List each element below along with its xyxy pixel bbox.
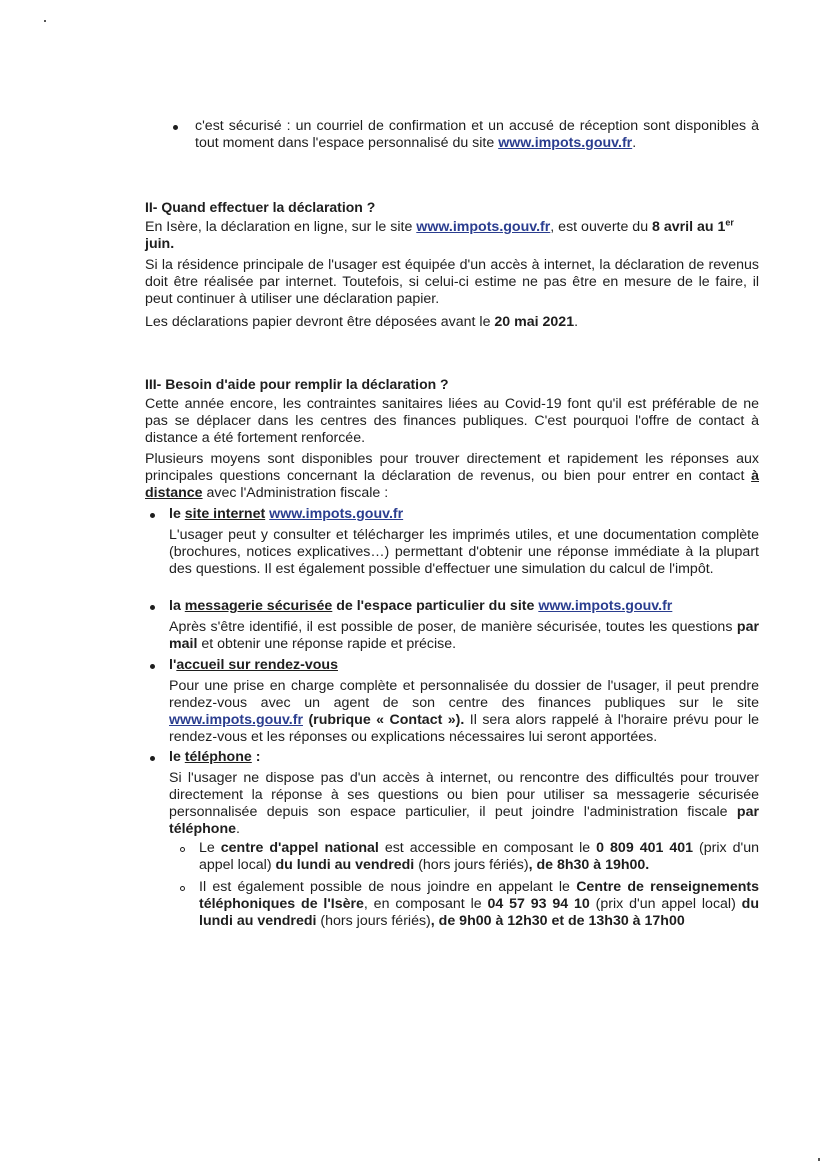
impots-link[interactable]: www.impots.gouv.fr: [498, 135, 633, 151]
item-appointment-description: [169, 678, 759, 746]
deadline-date: 20 mai 2021: [494, 314, 575, 330]
emphasis: Centre de renseignements téléphoniques de l'Isère: [199, 879, 759, 912]
emphasis: (rubrique « Contact »).: [303, 712, 465, 728]
hours: , de 9h00 à 12h30 et de 13h30 à 17h00: [430, 913, 685, 929]
section-2-paragraph-2: Si la résidence principale de l'usager est équipée d'un accès à internet, la déclaration de revenus doit être réalisée par internet. Toutefois, si celui-ci estime ne pas être en mesure de le faire, il peut continuer à utiliser une déclaration papier.: [145, 257, 759, 307]
item-prefix: la: [169, 598, 185, 614]
para-text: (prix d'un appel local): [589, 896, 742, 912]
bullet-dot: [145, 506, 159, 523]
item-messaging-description: [169, 619, 759, 653]
impots-link[interactable]: www.impots.gouv.fr: [416, 219, 551, 235]
item-prefix: le: [169, 506, 185, 522]
secure-text-end: .: [632, 135, 637, 151]
item-prefix: l': [169, 657, 177, 673]
item-site-heading: [169, 506, 759, 523]
item-label: téléphone: [184, 749, 252, 765]
bullet-dot: [145, 598, 159, 615]
para-text: et obtenir une réponse rapide et précise.: [197, 636, 457, 652]
section-3-title: III- Besoin d'aide pour remplir la déclaration ?: [145, 376, 449, 392]
scan-speck: [818, 1158, 820, 1161]
emphasis: du lundi au vendredi: [199, 896, 760, 929]
item-phone-description: [169, 770, 759, 838]
para-text: Plusieurs moyens sont disponibles pour trouver directement et rapidement les réponses aux principales questions concernant la déclaration de revenus, ou bien pour entrer en contact: [145, 451, 759, 484]
bullet-dot: [145, 657, 159, 674]
phone-sub-item-isere: [199, 879, 759, 930]
emphasis: par téléphone: [169, 804, 759, 837]
section-3-paragraph-2: [145, 451, 759, 502]
para-text: avec l'Administration fiscale :: [202, 485, 389, 501]
remote-emphasis: à distance: [145, 468, 759, 501]
impots-link[interactable]: www.impots.gouv.fr: [269, 506, 404, 522]
section-2-paragraph-3: [145, 314, 759, 331]
para-text: .: [236, 821, 240, 837]
phone-sub-item-national: [199, 840, 759, 874]
para-text: , est ouverte du: [550, 219, 653, 235]
bullet-circle: [175, 840, 189, 857]
para-text: Les déclarations papier devront être déposées avant le: [145, 314, 495, 330]
bullet-dot: [145, 749, 159, 766]
para-text: Il sera alors rappelé à l'horaire prévu pour le rendez-vous et les réponses ou explications nécessaires lui seront apportées.: [169, 712, 759, 745]
emphasis: par mail: [169, 619, 759, 652]
para-text: Si l'usager ne dispose pas d'un accès à internet, ou rencontre des difficultés pour trouver directement la réponse à ses questions ou bien pour utiliser sa messagerie sécurisée personnalisée depuis son espace particulier, il peut joindre l'administration fiscale: [169, 770, 759, 820]
phone-number: 04 57 93 94 10: [487, 896, 590, 912]
item-site-description: L'usager peut y consulter et télécharger les imprimés utiles, et une documentation complète (brochures, notices explicatives…) permettant d'obtenir une réponse immédiate à la plupart des questions. Il est également possible d'effectuer une simulation du calcul de l'impôt.: [169, 527, 759, 577]
bullet-dot: [168, 118, 182, 135]
impots-link[interactable]: www.impots.gouv.fr: [538, 598, 673, 614]
para-text: En Isère, la déclaration en ligne, sur le site: [145, 219, 417, 235]
item-prefix: le: [169, 749, 185, 765]
bullet-circle: [175, 879, 189, 896]
para-text: , en composant le: [363, 896, 488, 912]
date-range: 8 avril au 1: [652, 219, 726, 235]
impots-link[interactable]: www.impots.gouv.fr: [169, 712, 303, 728]
para-text: .: [574, 314, 579, 330]
para-text: Pour une prise en charge complète et personnalisée du dossier de l'usager, il peut prendre rendez-vous avec un agent de son centre des finances publiques sur le site: [169, 678, 759, 711]
para-text: Il est également possible de nous joindre en appelant le: [199, 879, 577, 895]
para-text: est accessible en composant le: [378, 840, 597, 856]
item-messaging-heading: [169, 598, 759, 615]
emphasis: du lundi au vendredi: [275, 857, 415, 873]
section-2-title: II- Quand effectuer la déclaration ?: [145, 199, 376, 215]
phone-number: 0 809 401 401: [596, 840, 694, 856]
item-text: de l'espace particulier du site: [332, 598, 539, 614]
date-end: juin.: [145, 236, 175, 252]
item-colon: :: [251, 749, 261, 765]
para-text: (hors jours fériés): [316, 913, 431, 929]
item-label: site internet: [184, 506, 266, 522]
scan-speck: [44, 20, 46, 22]
hours: , de 8h30 à 19h00.: [528, 857, 650, 873]
item-label: accueil sur rendez-vous: [176, 657, 338, 673]
bullet-secure: [174, 118, 759, 152]
para-text: (prix d'un appel local): [199, 840, 759, 873]
para-text: (hors jours fériés): [414, 857, 529, 873]
item-phone-heading: [169, 749, 759, 766]
secure-text: c'est sécurisé : un courriel de confirmation et un accusé de réception sont disponibles à tout moment dans l'espace personnalisé du site: [195, 118, 759, 151]
section-3-paragraph-1: Cette année encore, les contraintes sanitaires liées au Covid-19 font qu'il est préférable de ne pas se déplacer dans les centres des finances publiques. C'est pourquoi l'offre de contact à distance a été fortement renforcée.: [145, 396, 759, 446]
superscript: er: [725, 217, 734, 228]
item-appointment-heading: [169, 657, 759, 674]
emphasis: centre d'appel national: [220, 840, 379, 856]
section-2-paragraph-1: [145, 219, 759, 253]
item-label: messagerie sécurisée: [184, 598, 333, 614]
para-text: Le: [199, 840, 221, 856]
para-text: Après s'être identifié, il est possible de poser, de manière sécurisée, toutes les questions: [169, 619, 737, 635]
